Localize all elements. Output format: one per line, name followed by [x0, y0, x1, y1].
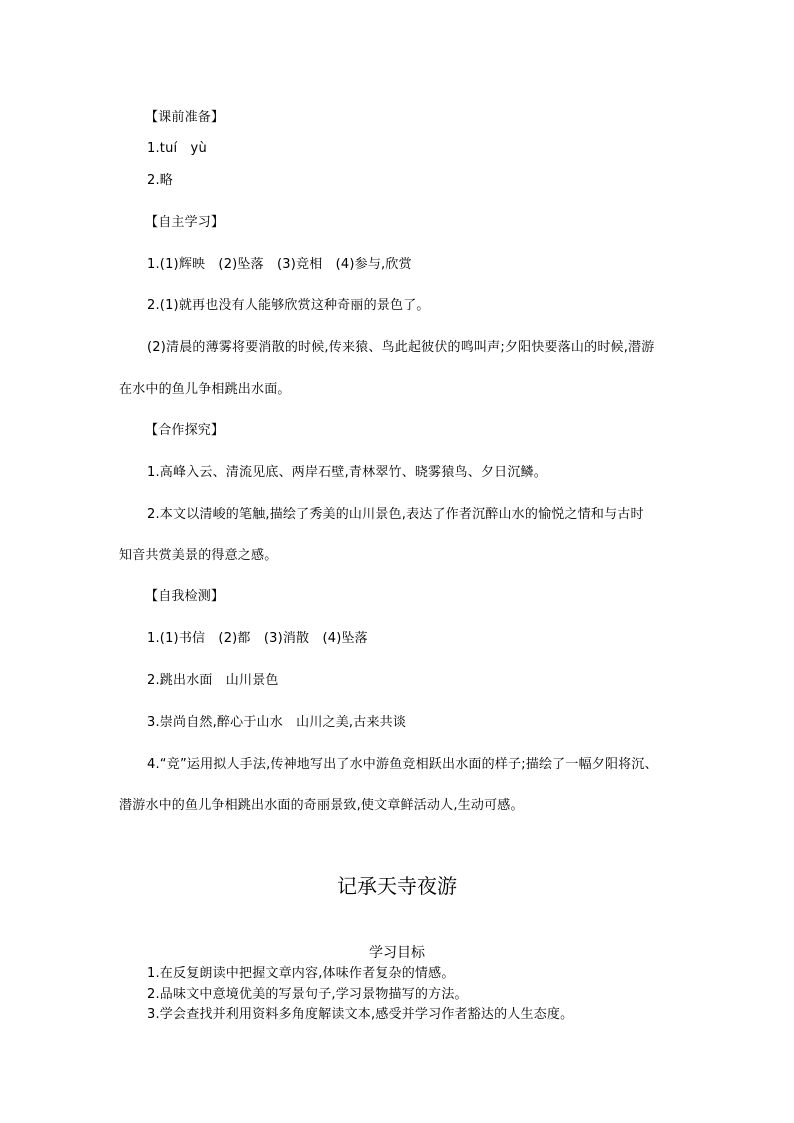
self-check-item-4-line-2: 潜游水中的鱼儿争相跳出水面的奇丽景致,使文章鲜活动人,生动可感。 [119, 798, 524, 813]
self-check-item-4-line-1: 4.“竞”运用拟人手法,传神地写出了水中游鱼竞相跃出水面的样子;描绘了一幅夕阳将沉、 [147, 757, 658, 772]
goal-1: 1.在反复朗读中把握文章内容,体味作者复杂的情感。 [147, 966, 455, 981]
prep-item-2: 2.略 [147, 173, 174, 188]
self-check-item-1: 1.(1)书信 (2)都 (3)消散 (4)坠落 [147, 631, 368, 646]
cooperate-item-2-line-2: 知音共赏美景的得意之感。 [119, 548, 278, 563]
lesson-title: 记承天寺夜游 [337, 874, 457, 898]
self-check-item-3: 3.崇尚自然,醉心于山水 山川之美,古来共谈 [147, 715, 407, 730]
cooperate-item-2-line-1: 2.本文以清峻的笔触,描绘了秀美的山川景色,表达了作者沉醉山水的愉悦之情和与古时 [147, 507, 644, 522]
goal-3: 3.学会查找并利用资料多角度解读文本,感受并学习作者豁达的人生态度。 [147, 1007, 574, 1022]
self-study-item-3-line-2: 在水中的鱼儿争相跳出水面。 [119, 382, 291, 397]
goals-heading: 学习目标 [369, 945, 425, 961]
self-study-item-3-line-1: (2)清晨的薄雾将要消散的时候,传来猿、鸟此起彼伏的鸣叫声;夕阳快要落山的时候,潜游 [147, 340, 655, 355]
self-check-heading: 【自我检测】 [145, 589, 225, 604]
self-study-item-2: 2.(1)就再也没有人能够欣赏这种奇丽的景色了。 [147, 298, 430, 313]
cooperate-item-1: 1.高峰入云、清流见底、两岸石壁,青林翠竹、晓雾猿鸟、夕日沉鳞。 [147, 465, 547, 480]
self-check-item-2: 2.跳出水面 山川景色 [147, 673, 279, 688]
goal-2: 2.品味文中意境优美的写景句子,学习景物描写的方法。 [147, 987, 468, 1002]
prep-item-1: 1.tuí yù [147, 141, 207, 156]
self-study-item-1: 1.(1)辉映 (2)坠落 (3)竞相 (4)参与,欣赏 [147, 257, 412, 272]
self-study-heading: 【自主学习】 [145, 215, 225, 230]
prep-heading: 【课前准备】 [145, 110, 225, 125]
cooperate-heading: 【合作探究】 [145, 423, 225, 438]
